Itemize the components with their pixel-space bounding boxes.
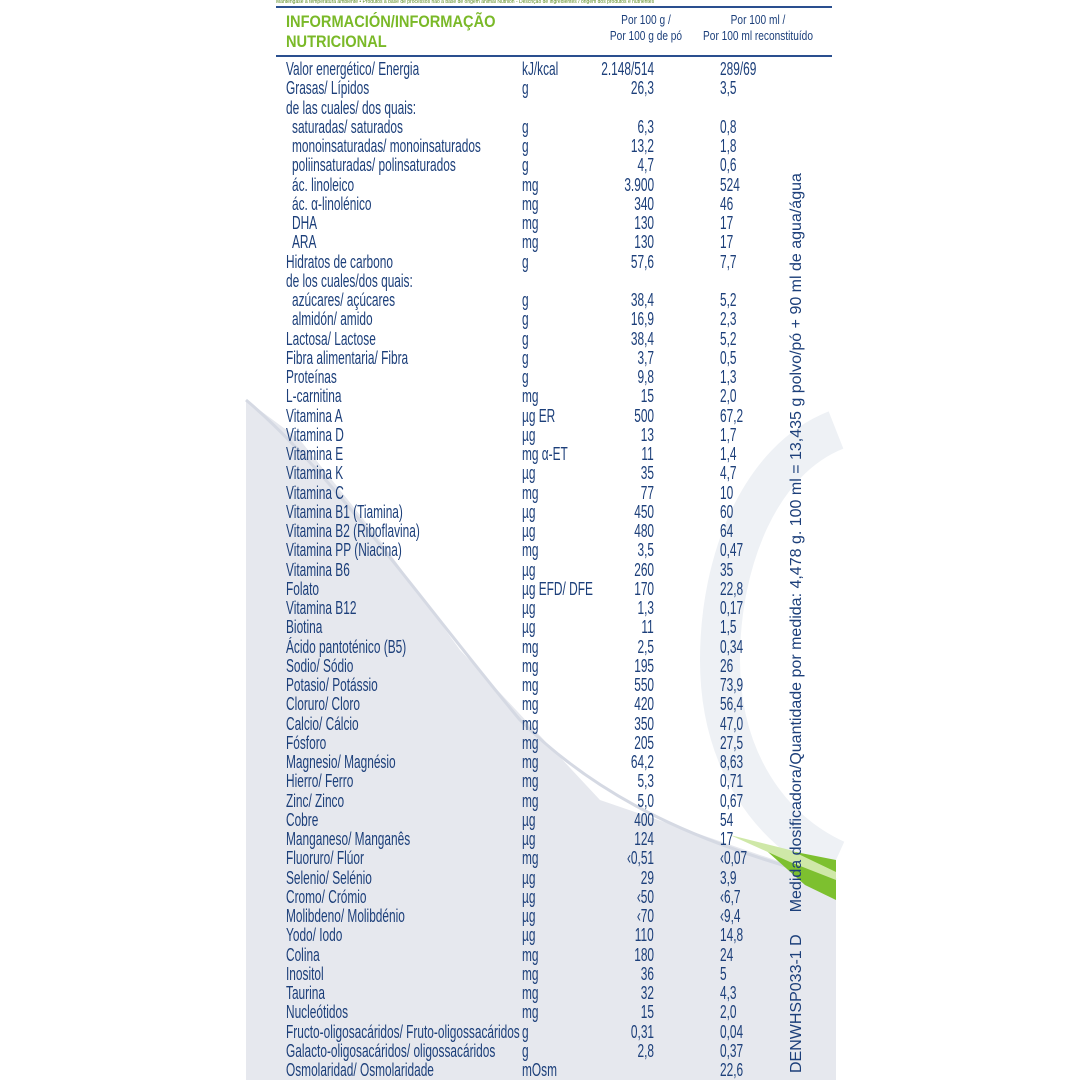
nutrient-unit: mg [522,482,539,503]
nutrient-name: de los cuales/dos quais: [286,270,413,291]
nutrient-unit: µg [522,559,536,580]
value-per-100ml: 0,6 [720,155,737,176]
nutrient-unit: mg α-ET [522,444,568,464]
value-per-100g: ‹70 [636,906,654,926]
value-per-100ml: 1,4 [720,444,737,464]
value-per-100g: 6,3 [637,116,654,137]
nutrient-unit: µg [522,598,536,618]
title-line-2: NUTRICIONAL [286,32,387,51]
table-row [286,598,826,617]
value-per-100g: 3,7 [637,347,654,368]
value-per-100ml: 1,3 [720,367,737,387]
value-per-100ml: 0,8 [720,116,737,137]
nutrient-unit: µg [522,829,536,849]
nutrient-unit: g [522,136,529,156]
header-per-100ml-line2: Por 100 ml reconstituído [703,28,813,43]
nutrient-name: saturadas/ saturados [292,116,403,137]
value-per-100ml: 17 [720,232,734,253]
nutrient-name: Nucleótidos [286,1002,349,1023]
table-row [286,906,826,925]
value-per-100g: 110 [635,925,654,946]
value-per-100g: 500 [634,405,654,426]
nutrient-unit: mg [522,983,539,1003]
nutrient-name: ARA [292,232,317,253]
nutrient-name: Biotina [286,617,323,638]
table-row [286,386,826,405]
value-per-100ml: 64 [720,521,734,541]
nutrient-unit: g [522,251,529,272]
side-vertical-text [788,173,806,1073]
table-row [286,59,826,78]
table-row [286,540,826,559]
value-per-100g: 480 [634,521,654,541]
nutrient-unit: mg [522,848,539,869]
nutrient-name: Vitamina B12 [286,598,357,618]
nutrient-unit: mg [522,752,539,772]
value-per-100ml: 0,34 [720,636,744,657]
table-row [286,463,826,482]
value-per-100ml: 0,17 [720,598,744,618]
nutrient-unit: µg [522,521,536,541]
table-row [286,175,826,194]
nutrient-unit: mOsm [522,1060,557,1080]
value-per-100g: 29 [640,867,654,888]
value-per-100g: 15 [640,386,654,407]
value-per-100g: 2,8 [637,1040,654,1061]
nutrient-name: azúcares/ açúcares [292,290,396,310]
nutrient-name: Fibra alimentaria/ Fibra [286,347,409,368]
value-per-100ml: 5,2 [720,290,737,310]
value-per-100g: 350 [634,713,654,734]
header-rule [276,55,832,57]
header-per-100g-line1: Por 100 g / [621,12,671,27]
nutrient-name: Taurina [286,983,325,1003]
nutrient-unit: mg [522,675,539,695]
table-row [286,945,826,964]
value-per-100ml: 3,5 [720,78,737,99]
nutrition-label [246,0,836,1080]
value-per-100ml: 17 [720,829,734,849]
table-row [286,560,826,579]
table-row [286,791,826,810]
nutrient-name: Vitamina B2 (Riboflavina) [286,521,420,541]
value-per-100ml: 2,0 [720,1002,737,1023]
table-row [286,752,826,771]
nutrient-unit: µg [522,809,536,830]
nutrient-unit: µg ER [522,405,556,426]
nutrient-name: Grasas/ Lípidos [286,78,370,99]
table-row [286,714,826,733]
nutrient-unit: mg [522,732,539,753]
nutrient-name: Vitamina C [286,482,344,503]
value-per-100ml: 1,8 [720,136,737,156]
value-per-100g: 450 [634,501,654,522]
table-row [286,579,826,598]
value-per-100g: ‹50 [636,886,654,907]
value-per-100g: 124 [634,829,654,849]
nutrient-unit: µg [522,867,536,888]
value-per-100ml: 524 [720,174,740,195]
table-row [286,617,826,636]
nutrient-table [286,59,826,1079]
value-per-100ml: 7,7 [720,251,737,272]
table-row [286,136,826,155]
value-per-100ml: 14,8 [720,925,744,946]
title-line-1: INFORMACIÓN/INFORMAÇÃO [286,12,496,31]
value-per-100g: 5,0 [637,790,654,811]
value-per-100g: 400 [634,809,654,830]
value-per-100g: 2.148/514 [601,59,654,79]
nutrient-name: DHA [292,213,318,233]
header-per-100g-line2: Por 100 g de pó [609,28,683,43]
nutrient-name: Vitamina E [286,444,344,464]
nutrient-unit: µg [522,617,536,638]
nutrient-unit: g [522,155,529,176]
value-per-100ml: 47,0 [720,713,744,734]
table-row [286,1002,826,1021]
value-per-100g: 36 [640,963,654,984]
nutrient-unit: µg [522,463,536,484]
header-per-100ml [703,12,814,44]
table-row [286,406,826,425]
nutrient-name: Vitamina K [286,463,344,484]
table-row [286,964,826,983]
table-row [286,868,826,887]
table-row [286,348,826,367]
table-row [286,309,826,328]
value-per-100ml: 8,63 [720,752,744,772]
value-per-100ml: 289/69 [720,59,757,79]
nutrient-unit: mg [522,655,539,676]
nutrient-name: Magnesio/ Magnésio [286,752,396,772]
nutrient-name: Vitamina B6 [286,559,350,580]
value-per-100g: 260 [634,559,654,580]
value-per-100g: 1,3 [637,598,654,618]
nutrient-name: de las cuales/ dos quais: [286,97,417,118]
nutrient-unit: kJ/kcal [522,59,559,79]
value-per-100g: 3.900 [624,174,654,195]
table-row [286,733,826,752]
top-rule [276,6,832,8]
value-per-100ml: 73,9 [720,675,744,695]
value-per-100g: 11 [641,444,654,464]
table-row [286,444,826,463]
nutrient-unit: µg [522,906,536,926]
nutrient-unit: mg [522,771,539,792]
value-per-100g: 64,2 [630,752,654,772]
table-row [286,502,826,521]
table-row [286,1022,826,1041]
table-row [286,887,826,906]
side-measure-text: Medida dosificadora/Quantidade por medida: 4,478 g. 100 ml = 13,435 g polvo/pó + 90 ml de agua/água [788,173,805,913]
nutrient-unit: mg [522,790,539,811]
nutrient-name: Hidratos de carbono [286,251,393,272]
table-row [286,810,826,829]
value-per-100ml: 4,3 [720,983,737,1003]
value-per-100ml: 0,67 [720,790,744,811]
value-per-100g: 340 [634,193,654,214]
nutrient-unit: g [522,328,529,349]
nutrient-name: Ácido pantoténico (B5) [286,636,407,657]
table-row [286,117,826,136]
value-per-100ml: 60 [720,501,734,522]
table-row [286,213,826,232]
table-row [286,425,826,444]
nutrient-name: Fructo-oligosacáridos/ Fruto-oligossacáridos [286,1021,520,1042]
value-per-100g: 11 [641,617,654,638]
value-per-100ml: 0,37 [720,1040,744,1061]
table-row [286,829,826,848]
value-per-100g: 2,5 [637,636,654,657]
nutrient-unit: g [522,78,529,99]
nutrient-name: Vitamina B1 (Tiamina) [286,501,403,522]
value-per-100g: 170 [634,578,654,599]
table-row [286,675,826,694]
nutrient-unit: mg [522,174,539,195]
value-per-100ml: 3,9 [720,867,737,888]
nutrient-unit: µg EFD/ DFE [522,578,593,599]
value-per-100g: 5,3 [637,771,654,792]
nutrient-unit: mg [522,386,539,407]
value-per-100g: 9,8 [637,367,654,387]
value-per-100ml: 67,2 [720,405,744,426]
value-per-100g: 0,31 [630,1021,654,1042]
value-per-100ml: ‹6,7 [720,886,741,907]
nutrient-name: Valor energético/ Energia [286,59,420,79]
value-per-100g: 3,5 [637,540,654,561]
table-row [286,367,826,386]
table-row [286,656,826,675]
value-per-100g: 13,2 [630,136,654,156]
value-per-100ml: 2,0 [720,386,737,407]
table-row [286,194,826,213]
value-per-100ml: 0,47 [720,540,744,561]
value-per-100ml: 1,7 [720,424,737,445]
table-row [286,290,826,309]
nutrient-unit: µg [522,925,536,946]
value-per-100ml: 0,5 [720,347,737,368]
nutrient-name: Yodo/ Iodo [286,925,343,946]
value-per-100ml: 0,71 [720,771,744,792]
table-row [286,483,826,502]
value-per-100g: 420 [634,694,654,715]
value-per-100g: 35 [640,463,654,484]
value-per-100g: ‹0,51 [626,848,654,869]
nutrient-unit: mg [522,232,539,253]
table-row [286,925,826,944]
nutrient-name: Manganeso/ Manganês [286,829,411,849]
nutrient-name: Cromo/ Crómio [286,886,367,907]
nutrient-unit: mg [522,1002,539,1023]
top-note: Manténgase a temperatura ambiente • Produtos à base de processos não à base de origem animal Nutrilon - Descrição de ingredientes / origem dos produtos e nutrientes [276,0,655,5]
value-per-100ml: 46 [720,193,734,214]
value-per-100ml: 17 [720,213,734,233]
nutrient-name: Potasio/ Potássio [286,675,378,695]
value-per-100g: 15 [640,1002,654,1023]
value-per-100ml: 5 [720,963,727,984]
value-per-100g: 4,7 [637,155,654,176]
nutrient-name: Galacto-oligosacáridos/ oligossacáridos [286,1040,496,1061]
nutrient-unit: g [522,1040,529,1061]
value-per-100ml: 5,2 [720,328,737,349]
nutrient-name: Fluoruro/ Flúor [286,848,364,869]
value-per-100g: 77 [640,482,654,503]
nutrient-unit: g [522,309,529,330]
nutrient-name: Cloruro/ Cloro [286,694,360,715]
table-row [286,694,826,713]
table-row [286,78,826,97]
value-per-100ml: 54 [720,809,734,830]
value-per-100ml: 35 [720,559,734,580]
value-per-100ml: 10 [720,482,734,503]
nutrient-name: ác. linoleico [292,174,355,195]
nutrient-name: Colina [286,944,320,965]
nutrient-name: Cobre [286,809,319,830]
nutrient-name: Lactosa/ Lactose [286,328,376,349]
table-row [286,155,826,174]
nutrient-name: monoinsaturadas/ monoinsaturados [292,136,481,156]
nutrient-unit: g [522,1021,529,1042]
nutrient-name: Folato [286,578,320,599]
table-row [286,637,826,656]
value-per-100g: 550 [634,675,654,695]
nutrient-name: Proteínas [286,367,337,387]
table-row [286,232,826,251]
nutrient-unit: g [522,367,529,387]
value-per-100ml: 56,4 [720,694,744,715]
value-per-100ml: 2,3 [720,309,737,330]
value-per-100g: 38,4 [630,328,654,349]
table-row [286,848,826,867]
value-per-100ml: 22,6 [720,1060,744,1080]
value-per-100g: 57,6 [630,251,654,272]
header-per-100g [602,12,689,44]
table-row [286,329,826,348]
value-per-100g: 26,3 [630,78,654,99]
nutrient-name: ác. α-linolénico [292,193,372,214]
value-per-100g: 130 [634,213,654,233]
nutrient-name: almidón/ amido [292,309,373,330]
nutrient-name: Fósforo [286,732,327,753]
table-row [286,1041,826,1060]
value-per-100ml: 24 [720,944,734,965]
value-per-100ml: 27,5 [720,732,744,753]
nutrient-unit: µg [522,501,536,522]
nutrient-unit: µg [522,886,536,907]
value-per-100g: 38,4 [630,290,654,310]
table-row [286,252,826,271]
nutrient-name: Selenio/ Selénio [286,867,372,888]
value-per-100g: 130 [634,232,654,253]
nutrient-unit: mg [522,713,539,734]
nutrient-name: Molibdeno/ Molibdénio [286,906,405,926]
value-per-100g: 205 [634,732,654,753]
nutrient-name: Vitamina PP (Niacina) [286,540,402,561]
nutrient-unit: mg [522,540,539,561]
table-row [286,1060,826,1079]
nutrient-unit: mg [522,636,539,657]
value-per-100ml: 22,8 [720,578,744,599]
table-row [286,271,826,290]
nutrient-name: Sodio/ Sódio [286,655,354,676]
value-per-100ml: ‹0,07 [720,848,748,869]
nutrient-name: Osmolaridad/ Osmolaridade [286,1060,434,1080]
nutrient-name: Vitamina A [286,405,343,426]
nutrient-name: L-carnitina [286,386,342,407]
value-per-100ml: ‹9,4 [720,906,741,926]
nutrient-name: Vitamina D [286,424,344,445]
value-per-100ml: 26 [720,655,734,676]
nutrient-unit: mg [522,193,539,214]
value-per-100ml: 0,04 [720,1021,744,1042]
value-per-100g: 180 [634,944,654,965]
nutrient-unit: g [522,290,529,310]
nutrient-unit: g [522,116,529,137]
table-row [286,98,826,117]
value-per-100g: 16,9 [630,309,654,330]
nutrient-unit: mg [522,944,539,965]
value-per-100ml: 4,7 [720,463,737,484]
nutrient-unit: mg [522,213,539,233]
value-per-100g: 32 [640,983,654,1003]
table-row [286,983,826,1002]
value-per-100g: 195 [634,655,654,676]
table-row [286,771,826,790]
nutrient-name: poliinsaturadas/ polinsaturados [292,155,456,176]
nutrient-name: Hierro/ Ferro [286,771,354,792]
nutrient-unit: µg [522,424,536,445]
nutrient-name: Zinc/ Zinco [286,790,345,811]
label-title [286,12,544,52]
side-code: DENWHSP033-1 D [788,934,805,1073]
nutrient-unit: g [522,347,529,368]
nutrient-name: Calcio/ Cálcio [286,713,359,734]
table-row [286,521,826,540]
nutrient-unit: mg [522,963,539,984]
value-per-100ml: 1,5 [720,617,737,638]
value-per-100g: 13 [640,424,654,445]
header-per-100ml-line1: Por 100 ml / [730,12,786,27]
nutrient-name: Inositol [286,963,324,984]
nutrient-unit: mg [522,694,539,715]
